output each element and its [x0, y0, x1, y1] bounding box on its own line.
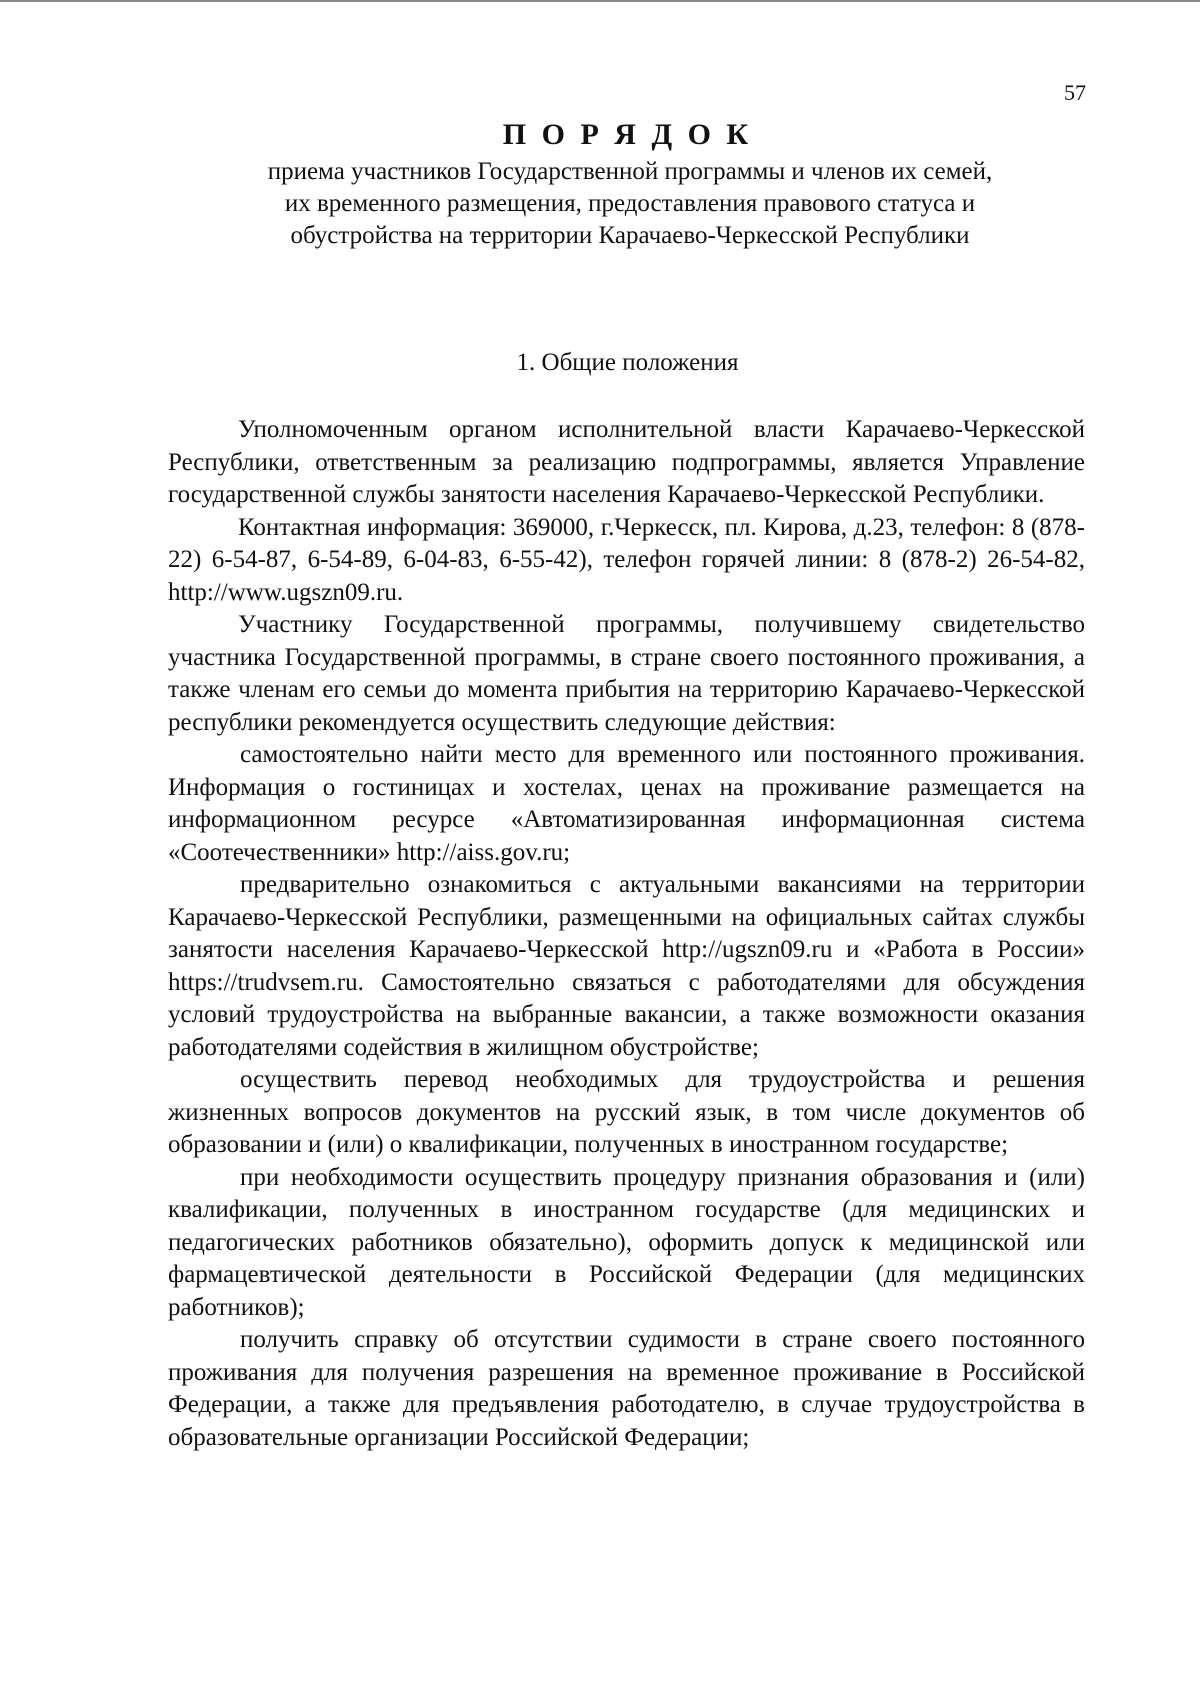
document-body: [168, 414, 1085, 1454]
paragraph: Контактная информация: 369000, г.Черкесск, пл. Кирова, д.23, телефон: 8 (878-22) 6-54-87, 6-54-89, 6-04-83, 6-55-42), телефон горячей линии: 8 (878-2) 26-54-82, http://www.ugszn09.ru.: [168, 513, 1085, 606]
list-item: предварительно ознакомиться с актуальными вакансиями на территории Карачаево-Черкесской Республики, размещенными на официальных сайтах службы занятости населения Карачаево-Черкесской http://ugszn09.ru и «Работа в России» https://trudvsem.ru. Самостоятельно связаться с работодателями для обсуждения условий трудоустройства на выбранные вакансии, а также возможности оказания работодателями содействия в жилищном обустройстве;: [168, 871, 1085, 1061]
document-title: П О Р Я Д О К: [502, 118, 753, 151]
list-item: самостоятельно найти место для временного или постоянного проживания. Информация о гостиницах и хостелах, ценах на проживание размещается на информационном ресурсе «Автоматизированная информационная система «Соотечественники» http://aiss.gov.ru;: [168, 741, 1085, 866]
paragraph: Участнику Государственной программы, получившему свидетельство участника Государственной программы, в стране своего постоянного проживания, а также членам его семьи до момента прибытия на территорию Карачаево-Черкесской республики рекомендуется осуществить следующие действия:: [168, 611, 1085, 736]
paragraph: Уполномоченным органом исполнительной власти Карачаево-Черкесской Республики, ответственным за реализацию подпрограммы, является Управление государственной службы занятости населения Карачаево-Черкесской Республики.: [168, 416, 1085, 508]
list-item: при необходимости осуществить процедуру признания образования и (или) квалификации, полученных в иностранном государстве (для медицинских и педагогических работников обязательно), оформить допуск к медицинской или фармацевтической деятельности в Российской Федерации (для медицинских работников);: [168, 1163, 1085, 1321]
list-item: осуществить перевод необходимых для трудоустройства и решения жизненных вопросов документов на русский язык, в том числе документов об образовании и (или) о квалификации, полученных в иностранном государстве;: [168, 1066, 1085, 1158]
list-item: получить справку об отсутствии судимости в стране своего постоянного проживания для получения разрешения на временное проживание в Российской Федерации, а также для предъявления работодателю, в случае трудоустройства в образовательные организации Российской Федерации;: [168, 1326, 1085, 1451]
document-subtitle: приема участников Государственной программы и членов их семей, их временного размещения, предоставления правового статуса и обустройства на территории Карачаево-Черкесской Республики: [267, 158, 993, 249]
section-heading: 1. Общие положения: [516, 349, 739, 376]
top-divider: [0, 0, 1200, 2]
page-number: 57: [1064, 80, 1086, 105]
